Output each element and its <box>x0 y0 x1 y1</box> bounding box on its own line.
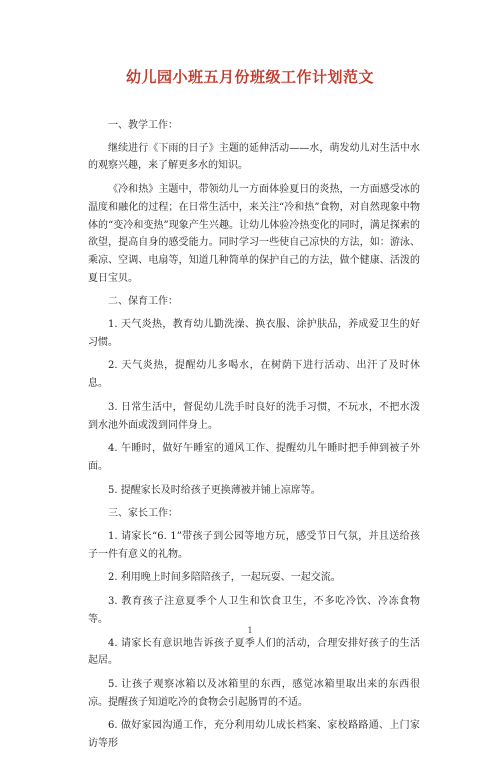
document-body <box>88 117 420 759</box>
document-title: 幼儿园小班五月份班级工作计划范文 <box>125 68 374 86</box>
list-item-care-1: 1. 天气炎热，教育幼儿勤洗澡、换衣服、涂护肤品，养成爱卫生的好习惯。 <box>88 319 420 348</box>
section-heading-care: 二、保育工作： <box>108 296 178 308</box>
list-item-care-2: 2. 天气炎热，提醒幼儿多喝水，在树荫下进行活动、出汗了及时休息。 <box>88 360 420 390</box>
list-item-parents-2: 2. 利用晚上时间多陪陪孩子，一起玩耍、一起交流。 <box>108 572 341 584</box>
list-item-care-5: 5. 提醒家长及时给孩子更换薄被并铺上凉席等。 <box>108 484 321 496</box>
list-item-care-3: 3. 日常生活中，督促幼儿洗手时良好的洗手习惯，不玩水，不把水泼到水池外面或泼到同伴身上。 <box>88 401 420 431</box>
list-item-parents-1: 1. 请家长“6. 1”带孩子到公园等地方玩，感受节日气氛，并且送给孩子一件有意义的礼物。 <box>88 531 420 560</box>
section-heading-teaching: 一、教学工作： <box>108 120 178 131</box>
list-item-parents-6: 6. 做好家园沟通工作，充分利用幼儿成长档案、家校路路通、上门家访等形 <box>88 720 420 750</box>
list-item-parents-3: 3. 教育孩子注意夏季个人卫生和饮食卫生，不多吃冷饮、冷冻食物等。 <box>88 596 420 625</box>
paragraph-teaching-cold-hot: 《冷和热》主题中，带领幼儿一方面体验夏日的炎热，一方面感受冰的温度和融化的过程；在日常生活中，来关注“冷和热”食物，对自然现象中物体的“变冷和变热”现象产生兴趣。让幼儿体验冷热变化的同时，满足探索的欲望，提高自身的感受能力。同时学习一些使自己凉快的方法，如：游泳、乘凉、空调、电扇等，知道几种简单的保护自己的方法，做个健康、活泼的夏日宝贝。 <box>88 184 420 284</box>
page-number: 1 <box>247 626 253 635</box>
list-item-parents-4: 4. 请家长有意识地告诉孩子夏季人们的活动，合理安排好孩子的生活起居。 <box>88 637 420 667</box>
list-item-care-4: 4. 午睡时，做好午睡室的通风工作、提醒幼儿午睡时把手伸到被子外面。 <box>88 443 420 472</box>
paragraph-teaching-water: 继续进行《下雨的日子》主题的延伸活动——水，萌发幼儿对生活中水的观察兴趣，来了解更多水的知识。 <box>88 142 420 172</box>
list-item-parents-5: 5. 让孩子观察冰箱以及冰箱里的东西，感觉冰箱里取出来的东西很凉。提醒孩子知道吃冷的食物会引起肠胃的不适。 <box>88 678 420 708</box>
section-heading-parents: 三、家长工作： <box>108 508 178 520</box>
